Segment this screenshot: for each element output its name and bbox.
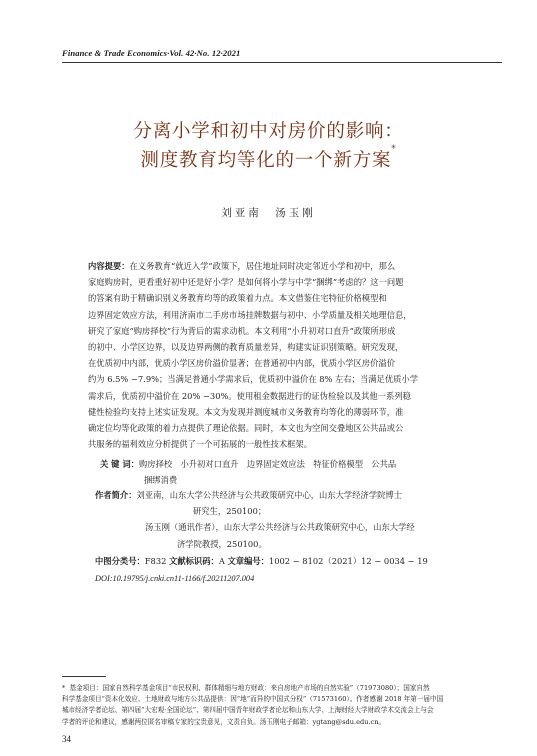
document-code-value: A — [218, 556, 225, 566]
article-id-label: 文章编号： — [227, 556, 269, 566]
author-info-text: 刘亚南，山东大学公共经济与公共政策研究中心，山东大学经济学院博士 — [136, 490, 403, 500]
author-info-label: 作者简介： — [95, 490, 137, 500]
abstract-line: 健性检验均支持上述实证发现。本文为发现并测度城市义务教育均等化的薄弱环节，准 — [88, 406, 404, 417]
document-code-label: 文献标识码： — [169, 556, 219, 566]
classification-line — [95, 553, 428, 569]
article-title-line-2 — [0, 146, 537, 172]
title-footnote-marker: * — [391, 144, 397, 154]
page-number: 34 — [62, 734, 71, 744]
abstract-line: 研究了家庭“购房择校”行为背后的需求动机。本文利用“小升初对口直升”政策所形成 — [88, 325, 396, 336]
footnote-marker: * — [62, 684, 66, 692]
keywords-text: 购房择校 小升初对口直升 边界固定效应法 特征价格模型 公共品 — [138, 459, 397, 469]
author-info-line: 研究生，250100； — [193, 506, 267, 517]
footnote-line: 城市经济学者论坛、第四届“大宏观·全国论坛”、第四届中国青年财政学者论坛和山东大学、上海财经大学财政学术交流会上与会 — [62, 706, 434, 715]
header-divider — [62, 62, 502, 63]
abstract-line: 在优质初中内部，优质小学区房价溢价显著；在普通初中内部，优质小学区房价溢价 — [88, 358, 395, 369]
abstract-line: 需求后，优质初中溢价在 20% −30%。使用租金数据进行的证伪检验以及其他一系列稳 — [88, 390, 411, 401]
keywords-line — [100, 456, 396, 472]
footnote-line — [62, 683, 502, 694]
abstract-line: 的初中、小学区边界，以及边界两侧的教育质量差异，构建实证识别策略。研究发现， — [88, 342, 404, 353]
footnote-line: 科学基金项目“资本化效应、土地财政与地方公共品提供：因“地”而异的中国式分权”（71573160）。作者感谢 2018 年第一届中国 — [62, 695, 444, 704]
journal-header: Finance & Trade Economics·Vol. 42·No. 12·2021 — [62, 48, 241, 58]
abstract-line: 家庭购房时，更看重好初中还是好小学？是如何将小学与中学“捆绑”考虑的？这一问题 — [88, 277, 404, 288]
author-info-line — [95, 487, 415, 503]
abstract-line: 的答案有助于精确识别义务教育均等的政策着力点。本文借鉴住宅特征价格模型和 — [88, 293, 387, 304]
clc-value: F832 — [144, 556, 167, 566]
keywords-label: 关 键 词： — [100, 459, 139, 469]
keywords — [100, 456, 396, 488]
author-info — [95, 487, 415, 552]
footnote-text: 基金项目：国家自然科学基金项目“市民权利、群体精细与地方财政：来自房地产市场的自然实验”（71973080）；国家自然 — [69, 684, 430, 692]
author-info-line: 济学院教授，250100。 — [177, 538, 267, 549]
abstract — [88, 258, 496, 452]
clc-label: 中图分类号： — [95, 556, 145, 566]
abstract-line: 边界固定效应方法，利用济南市二手房市场挂牌数据与初中、小学质量及相关地理信息， — [88, 309, 412, 320]
abstract-line: 约为 6.5% −7.9%；当满足普通小学需求后，优质初中溢价在 8% 左右；当满足优质小学 — [88, 374, 419, 385]
footnote-divider — [62, 676, 106, 677]
footnote-line: 学者的评论和建议，感谢两位匿名审稿专家的宝贵意见，文责自负。汤玉刚电子邮箱：ygtang@sdu.edu.cn。 — [62, 717, 386, 726]
abstract-line: 确定位均等化政策的着力点提供了理论依据。同时，本文也为空间交叠地区公共品或公 — [88, 423, 404, 434]
abstract-line: 共服务的福利效应分析提供了一个可拓展的一般性技术框架。 — [88, 439, 313, 450]
keywords-line: 捆绑消费 — [144, 475, 178, 486]
footnote — [62, 683, 502, 728]
author-info-line: 汤玉刚（通讯作者），山东大学公共经济与公共政策研究中心，山东大学经 — [145, 522, 415, 533]
article-id-value: 1002 − 8102（2021）12 − 0034 − 19 — [268, 556, 428, 566]
doi[interactable]: DOI:10.19795/j.cnki.cn11-1166/f.20211207.004 — [95, 574, 255, 583]
abstract-label: 内容提要： — [88, 261, 130, 271]
abstract-line — [88, 258, 496, 274]
abstract-text: 在义务教育“就近入学”政策下，居住地址同时决定邻近小学和初中，那么 — [129, 261, 396, 271]
article-title-line-1: 分离小学和初中对房价的影响： — [133, 121, 404, 142]
authors: 刘亚南 汤玉刚 — [221, 207, 316, 219]
article-title-text: 测度教育均等化的一个新方案 — [140, 150, 392, 171]
